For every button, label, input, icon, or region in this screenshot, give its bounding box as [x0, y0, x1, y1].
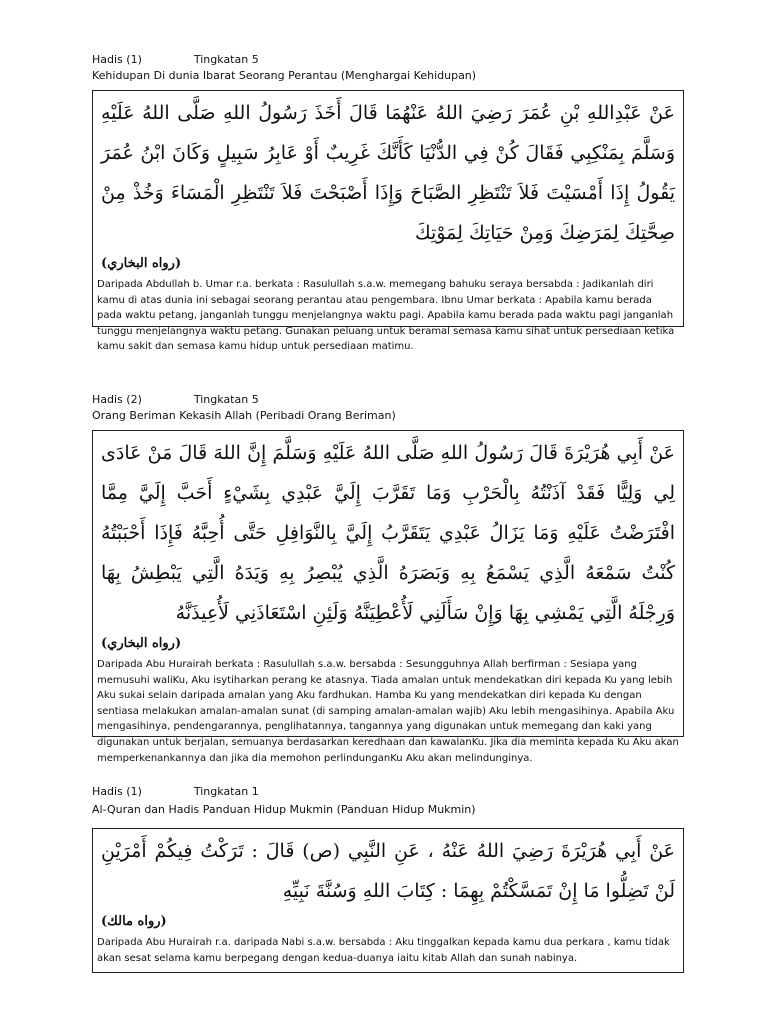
hadith-box — [92, 430, 684, 764]
hadith-subtitle: Orang Beriman Kekasih Allah (Peribadi Orang Beriman) — [92, 409, 396, 422]
hadith-subtitle: Kehidupan Di dunia Ibarat Seorang Perantau (Menghargai Kehidupan) — [92, 69, 477, 82]
hadith-source: (رواه مالك) — [101, 914, 167, 929]
hadith-level: Tingkatan 5 — [193, 53, 259, 66]
translation-text: Daripada Abu Hurairah berkata : Rasulullah s.a.w. bersabda : Sesungguhnya Allah berfirman : Sesiapa yang memusuhi waliKu, Aku isytiharkan perang ke atasnya. Tiada amalan untuk mendekatkan diri kepada Ku yang lebih Aku sukai selain daripada amalan yang Aku fardhukan. Hamba Ku yang mendekatkan diri kepada Ku dengan sentiasa melakukan amalan-amalan sunat (di samping amalan-amalan wajib) Aku lebih mengasihinya. Apabila Aku mengasihinya, pendengarannya, penglihatannya, tangannya yang digunakan untuk memegang dan kaki yang digunakan untuk berjalan, semuanya berdasarkan keredhaan dan kawalanKu. Jika dia meminta kepada Ku Aku akan memperkenankannya dan jika dia memohon perlindunganKu Aku akan melindunginya. — [97, 659, 679, 764]
hadith-box — [92, 90, 684, 353]
hadith-section-2 — [92, 392, 682, 764]
hadith-level: Tingkatan 1 — [193, 785, 259, 798]
hadith-title: Hadis (2) — [92, 393, 142, 406]
hadith-box — [92, 828, 684, 973]
hadith-section-1 — [92, 52, 682, 353]
translation-text: Daripada Abu Hurairah r.a. daripada Nabi s.a.w. bersabda : Aku tinggalkan kepada kamu dua perkara , kamu tidak akan sesat selama kamu berpegang dengan kedua-duanya iaitu kitab Allah dan sunah nabinya. — [97, 937, 670, 964]
translation-text: Daripada Abdullah b. Umar r.a. berkata : Rasulullah s.a.w. memegang bahuku seraya bersabda : Jadikanlah diri kamu di atas dunia ini sebagai seorang perantau atau pengembara. Ibnu Umar berkata : Apabila kamu berada pada waktu petang, janganlah tunggu menjelangnya waktu pagi. Apabila kamu berada pada waktu pagi janganlah tunggu menjelangnya waktu petang. Gunakan peluang untuk beramal semasa kamu sihat untuk persediaan ketika kamu sakit dan semasa kamu hidup untuk persediaan matimu. — [97, 279, 675, 353]
hadith-header — [92, 52, 682, 68]
hadith-header — [92, 392, 682, 408]
arabic-text: عَنْ أَبِي هُرَيْرَةَ رَضِيَ اللهُ عَنْهُ ، عَنِ النَّبِي (ص) قَالَ : تَرَكْتُ فِيكُمْ أَمْرَيْنِ لَنْ تَضِلُّوا مَا إِنْ تَمَسَّكْتُمْ بِهِمَا : كِتَابَ اللهِ وَسُنَّةَ نَبِيِّهِ — [101, 840, 675, 902]
hadith-subtitle: Al-Quran dan Hadis Panduan Hidup Mukmin (Panduan Hidup Mukmin) — [92, 803, 476, 816]
hadith-header — [92, 784, 682, 800]
hadith-section-3 — [92, 784, 682, 973]
hadith-title: Hadis (1) — [92, 53, 142, 66]
hadith-source: (رواه البخاري) — [101, 256, 182, 271]
hadith-level: Tingkatan 5 — [193, 393, 259, 406]
hadith-source: (رواه البخاري) — [101, 636, 182, 651]
arabic-text: عَنْ عَبْدِاللهِ بْنِ عُمَرَ رَضِيَ اللهُ عَنْهُمَا قَالَ أَخَذَ رَسُولُ اللهِ صَلَّى اللهُ عَلَيْهِ وَسَلَّمَ بِمَنْكِبِي فَقَالَ كُنْ فِي الدُّنْيَا كَأَنَّكَ غَرِيبٌ أَوْ عَابِرُ سَبِيلٍ وَكَانَ ابْنُ عُمَرَ يَقُولُ إِذَا أَمْسَيْتَ فَلاَ تَنْتَظِرِ الصَّبَاحَ وَإِذَا أَصْبَحْتَ فَلاَ تَنْتَظِرِ الْمَسَاءَ وَخُذْ مِنْ صِحَّتِكَ لِمَرَضِكَ وَمِنْ حَيَاتِكَ لِمَوْتِكَ — [101, 102, 675, 244]
hadith-title: Hadis (1) — [92, 785, 142, 798]
arabic-text: عَنْ أَبِي هُرَيْرَةَ قَالَ رَسُولُ اللهِ صَلَّى اللهُ عَلَيْهِ وَسَلَّمَ إِنَّ اللهَ قَالَ مَنْ عَادَى لِي وَلِيًّا فَقَدْ آذَنْتُهُ بِالْحَرْبِ وَمَا تَقَرَّبَ إِلَيَّ عَبْدِي بِشَيْءٍ أَحَبَّ إِلَيَّ مِمَّا افْتَرَضْتُ عَلَيْهِ وَمَا يَزَالُ عَبْدِي يَتَقَرَّبُ إِلَيَّ بِالنَّوَافِلِ حَتَّى أُحِبَّهُ فَإِذَا أَحْبَبْتُهُ كُنْتُ سَمْعَهُ الَّذِي يَسْمَعُ بِهِ وَبَصَرَهُ الَّذِي يُبْصِرُ بِهِ وَيَدَهُ الَّتِي يَبْطِشُ بِهَا وَرِجْلَهُ الَّتِي يَمْشِي بِهَا وَإِنْ سَأَلَنِي لَأُعْطِيَنَّهُ وَلَئِنِ اسْتَعَاذَنِي لَأُعِيذَنَّهُ — [101, 442, 675, 624]
